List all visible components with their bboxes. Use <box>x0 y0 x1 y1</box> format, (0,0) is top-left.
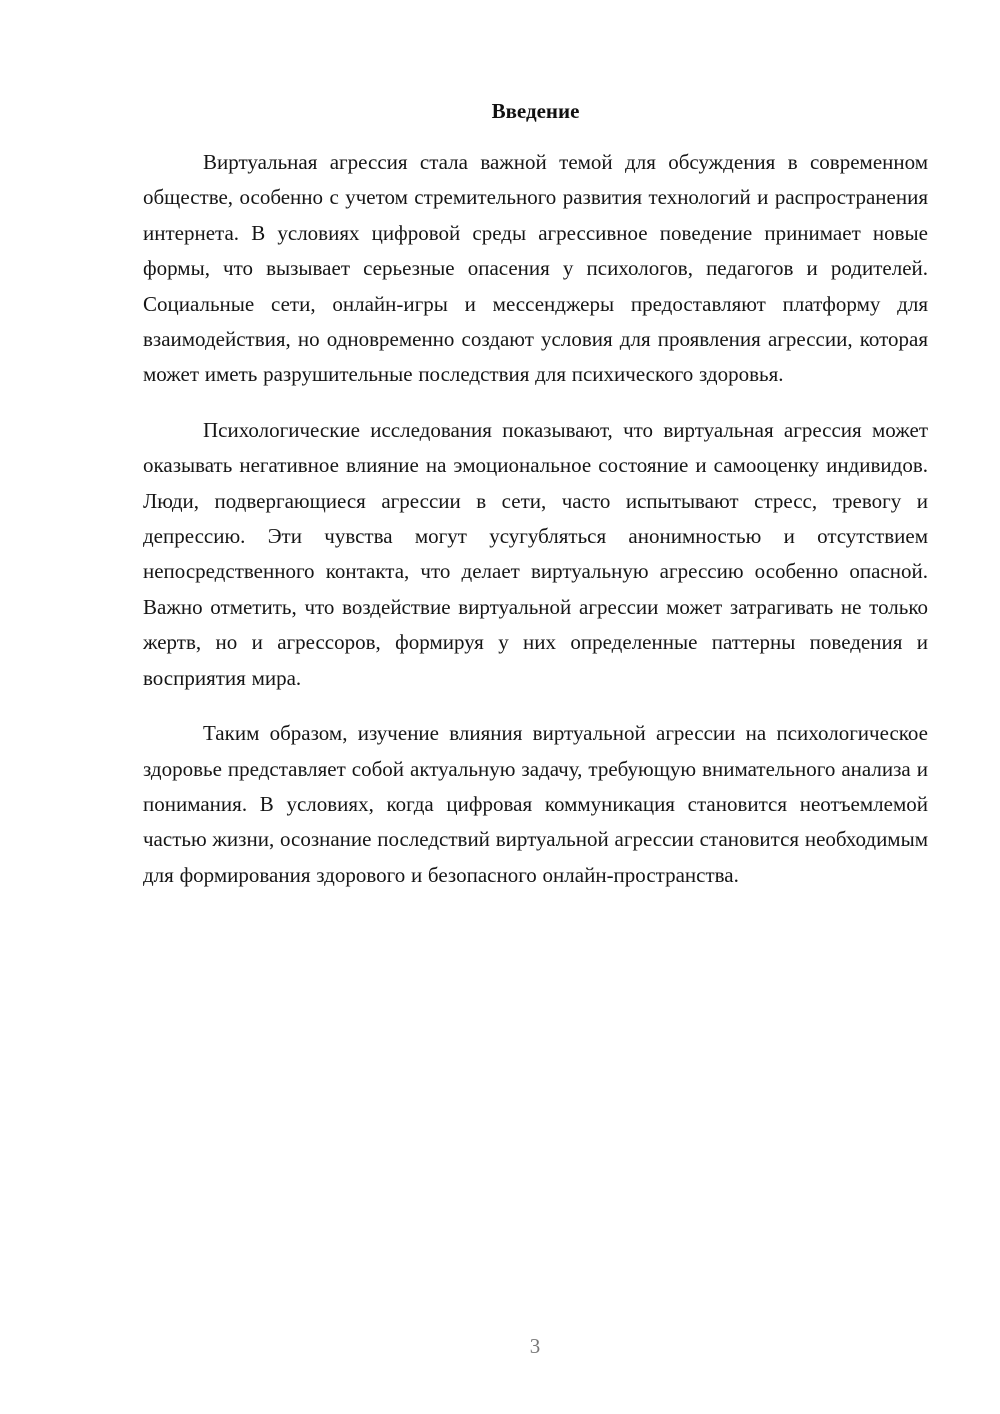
page-number: 3 <box>529 1334 541 1358</box>
paragraph-2: Психологические исследования показывают, что виртуальная агрессия может оказывать негативное влияние на эмоциональное состояние и самооценку индивидов. Люди, подвергающиеся агрессии в сети, часто испытывают стресс, тревогу и депрессию. Эти чувства могут усугубляться анонимностью и отсутствием непосредственного контакта, что делает виртуальную агрессию особенно опасной. Важно отметить, что воздействие виртуальной агрессии может затрагивать не только жертв, но и агрессоров, формируя у них определенные паттерны поведения и восприятия мира. <box>143 417 928 690</box>
page-content <box>143 96 928 913</box>
section-title: Введение <box>491 99 580 123</box>
paragraph-1: Виртуальная агрессия стала важной темой для обсуждения в современном обществе, особенно с учетом стремительного развития технологий и распространения интернета. В условиях цифровой среды агрессивное поведение принимает новые формы, что вызывает серьезные опасения у психологов, педагогов и родителей. Социальные сети, онлайн-игры и мессенджеры предоставляют платформу для взаимодействия, но одновременно создают условия для проявления агрессии, которая может иметь разрушительные последствия для психического здоровья. <box>143 150 928 387</box>
paragraph-3: Таким образом, изучение влияния виртуальной агрессии на психологическое здоровье представляет собой актуальную задачу, требующую внимательного анализа и понимания. В условиях, когда цифровая коммуникация становится неотъемлемой частью жизни, осознание последствий виртуальной агрессии становится необходимым для формирования здорового и безопасного онлайн-пространства. <box>143 721 928 887</box>
